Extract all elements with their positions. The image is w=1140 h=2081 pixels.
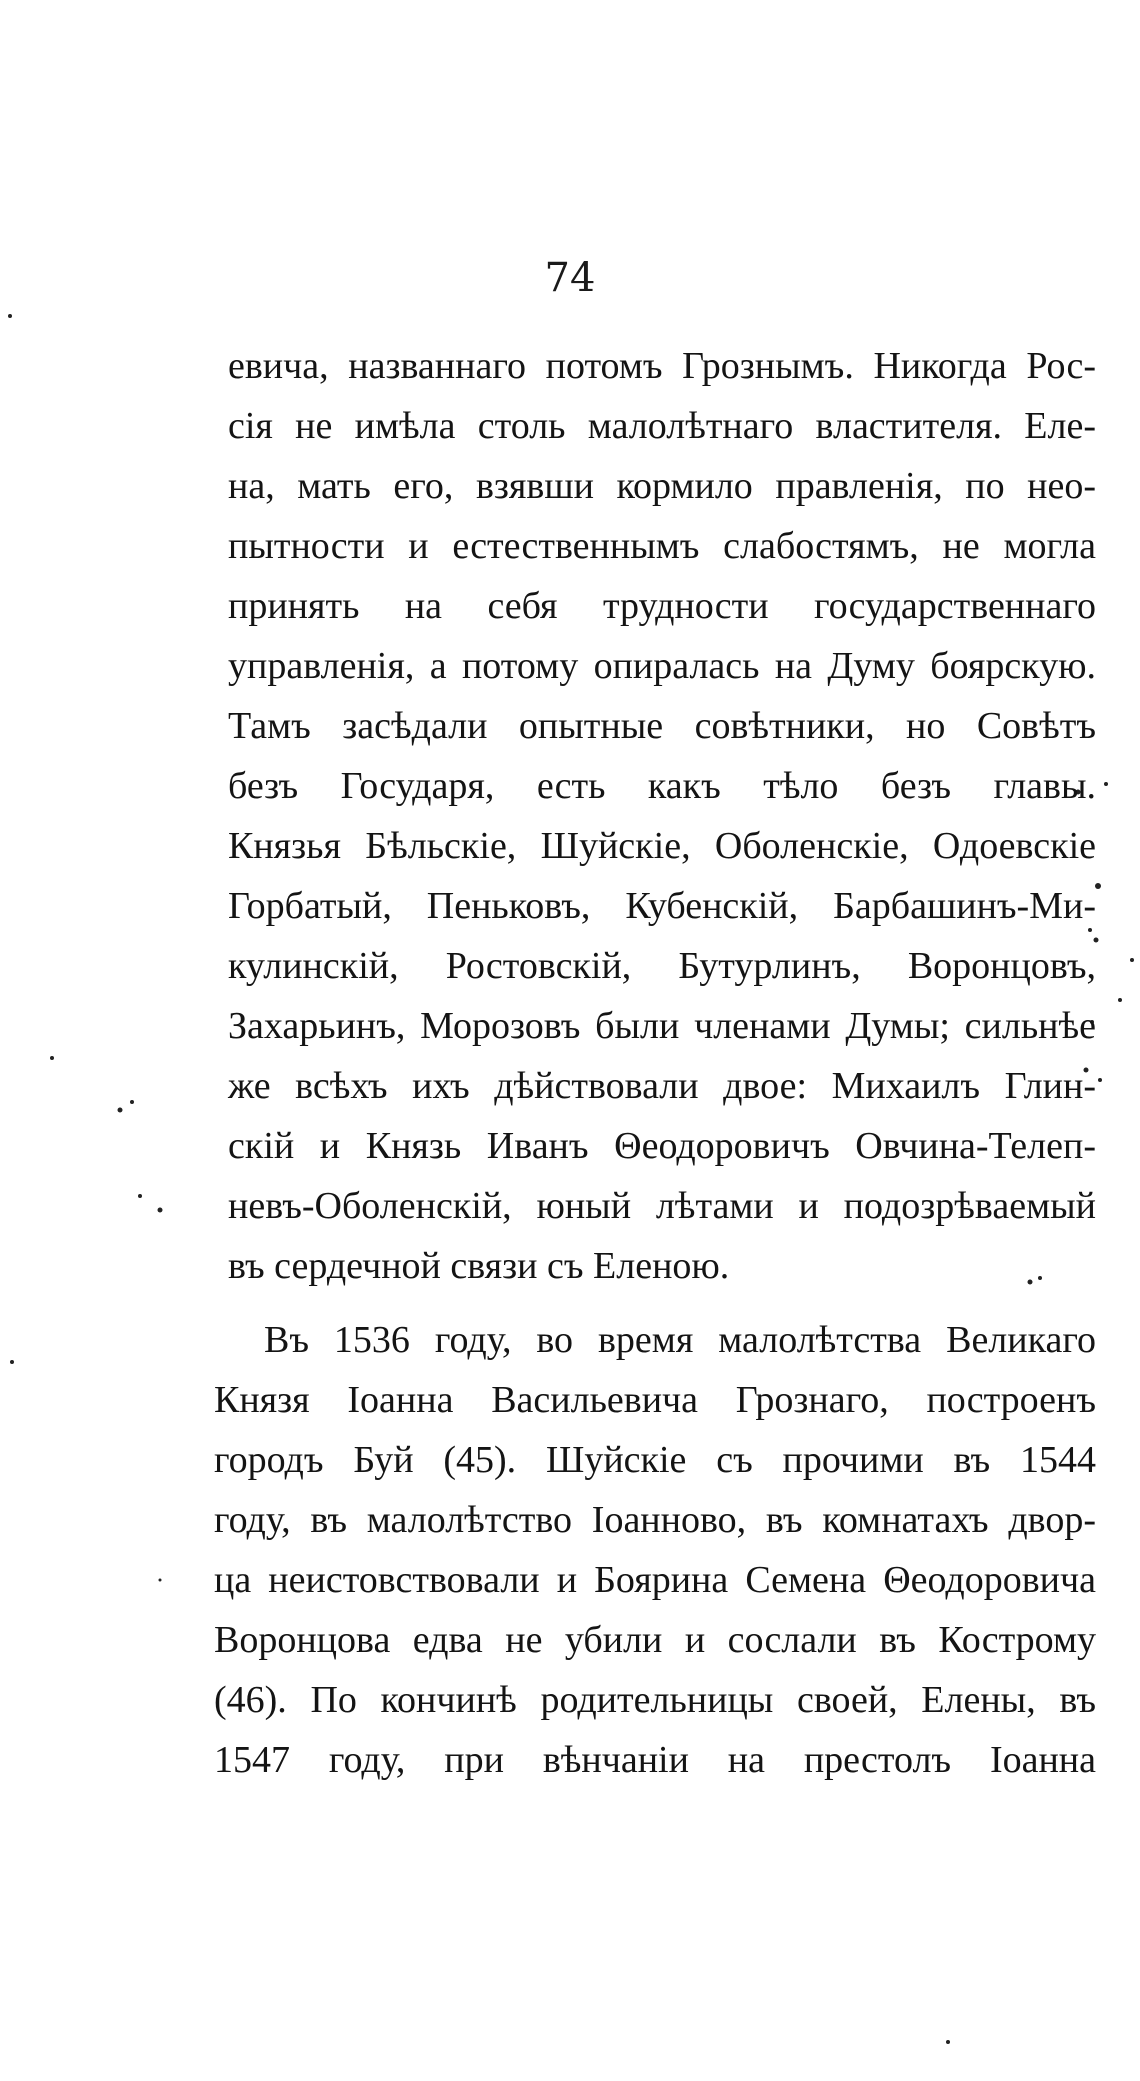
text-line: Захарьинъ, Морозовъ были членами Думы; сильнѣе	[228, 1005, 1096, 1047]
text-line: невъ-Оболенскій, юный лѣтами и подозрѣваемый	[228, 1185, 1096, 1227]
text-line: управленія, а потому опиралась на Думу боярскую.	[228, 645, 1096, 687]
text-line: безъ Государя, есть какъ тѣло безъ главы.	[228, 765, 1096, 807]
page-number: 74	[544, 255, 596, 301]
text-line: на, мать его, взявши кормило правленія, по нео-	[228, 465, 1096, 507]
text-line: Въ 1536 году, во время малолѣтства Великаго	[264, 1319, 1096, 1361]
text-line: городъ Буй (45). Шуйскіе съ прочими въ 1544	[214, 1439, 1096, 1481]
text-line: Горбатый, Пеньковъ, Кубенскій, Барбашинъ-Ми-	[228, 885, 1096, 927]
text-line: скій и Князь Иванъ Θеодоровичъ Овчина-Телеп-	[228, 1125, 1096, 1167]
paragraph-1	[228, 336, 1096, 1296]
text-line: сія не имѣла столь малолѣтнаго властителя. Еле-	[228, 405, 1096, 447]
text-line: Тамъ засѣдали опытные совѣтники, но Совѣтъ	[228, 705, 1096, 747]
text-line: кулинскій, Ростовскій, Бутурлинъ, Воронцовъ,	[228, 945, 1096, 987]
text-line: Князья Бѣльскіе, Шуйскіе, Оболенскіе, Одоевскіе	[228, 825, 1096, 867]
text-line: Воронцова едва не убили и сослали въ Кострому	[214, 1619, 1096, 1661]
text-line: (46). По кончинѣ родительницы своей, Елены, въ	[214, 1679, 1096, 1721]
text-line: въ сердечной связи съ Еленою.	[228, 1245, 730, 1287]
text-line: Князя Іоанна Васильевича Грознаго, построенъ	[214, 1379, 1096, 1421]
paragraph-2	[214, 1310, 1096, 1790]
text-line: принять на себя трудности государственнаго	[228, 585, 1096, 627]
text-line: году, въ малолѣтство Іоанново, въ комнатахъ двор-	[214, 1499, 1096, 1541]
text-line: 1547 году, при вѣнчаніи на престолъ Іоанна	[214, 1739, 1096, 1781]
text-line: евича, названнаго потомъ Грознымъ. Никогда Рос-	[228, 345, 1096, 387]
text-line: ца неистовствовали и Боярина Семена Θеодоровича	[214, 1559, 1096, 1601]
text-line: же всѣхъ ихъ дѣйствовали двое: Михаилъ Глин-	[228, 1065, 1096, 1107]
text-line: пытности и естественнымъ слабостямъ, не могла	[228, 525, 1096, 567]
